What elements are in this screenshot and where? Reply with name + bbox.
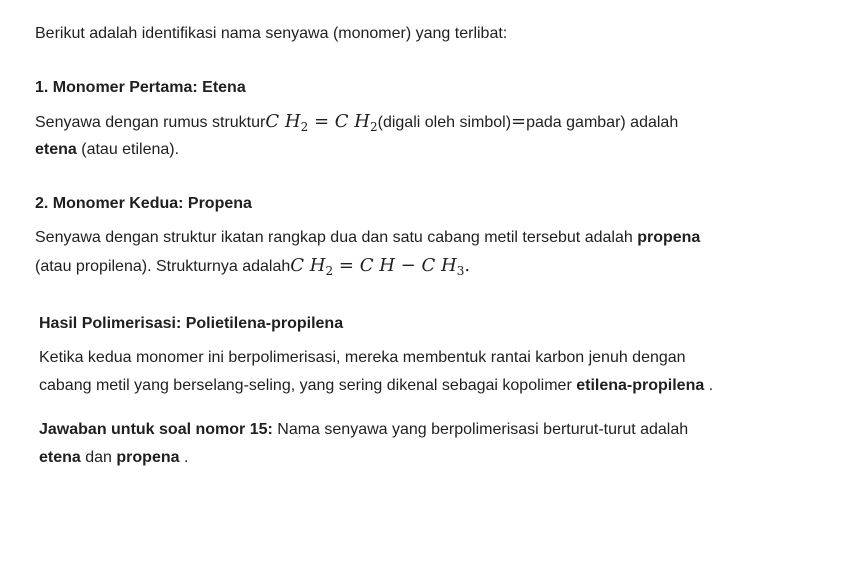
result-line-2-tail: . [704, 377, 714, 394]
ethene-name: etena [35, 141, 77, 158]
answer-tail: . [179, 449, 189, 466]
intro-text: Berikut adalah identifikasi nama senyawa (monomer) yang terlibat: [35, 25, 508, 42]
propene-name: propena [637, 229, 701, 246]
section-2-heading: 2. Monomer Kedua: Propena [35, 195, 252, 212]
section-1-text: Senyawa dengan rumus struktur [35, 114, 266, 131]
result-heading: Hasil Polimerisasi: Polietilena-propilena [39, 315, 344, 332]
propene-formula: C $H_2 = C$ H − C $H_3$. [290, 255, 471, 278]
answer-label: Jawaban untuk soal nomor 15: [39, 421, 273, 438]
section-2-line-2 [35, 256, 470, 277]
answer-bold-2: propena [116, 449, 180, 466]
ethene-formula: C $H_2 = C$ $H_2$ [265, 111, 378, 134]
section-1-tail: pada gambar) adalah [526, 114, 679, 131]
result-line-2-text: cabang metil yang berselang-seling, yang sering dikenal sebagai kopolimer [39, 377, 577, 394]
section-1-line-2 [35, 140, 179, 160]
result-line-1: Ketika kedua monomer ini berpolimerisasi, mereka membentuk rantai karbon jenuh dengan [39, 349, 686, 366]
answer-line-1 [39, 420, 688, 440]
section-1-line-2-tail: (atau etilena). [76, 141, 180, 158]
section-2-line-1 [35, 228, 700, 248]
answer-text: Nama senyawa yang berpolimerisasi berturut-turut adalah [272, 421, 689, 438]
section-1-note: (digali oleh simbol) [377, 114, 512, 131]
section-2-line-2-text: (atau propilena). Strukturnya adalah [35, 258, 291, 275]
answer-line-2 [39, 448, 188, 468]
section-1-line-1 [35, 112, 678, 133]
answer-mid: dan [80, 449, 117, 466]
copolymer-name: etilena-propilena [576, 377, 705, 394]
section-1-heading: 1. Monomer Pertama: Etena [35, 79, 246, 96]
answer-bold-1: etena [39, 449, 81, 466]
result-line-2 [39, 376, 713, 396]
double-bond-symbol: = [511, 111, 527, 132]
section-2-text: Senyawa dengan struktur ikatan rangkap dua dan satu cabang metil tersebut adalah [35, 229, 638, 246]
